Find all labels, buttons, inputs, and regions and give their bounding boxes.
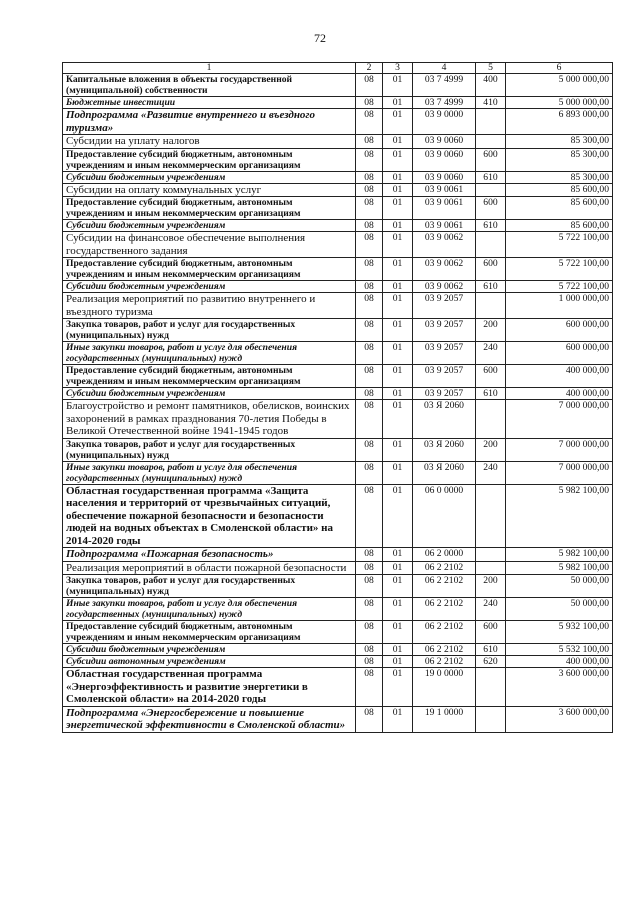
row-target-code: 06 2 2102 <box>413 621 476 644</box>
row-expense-type: 620 <box>476 656 506 668</box>
row-target-code: 03 9 2057 <box>413 365 476 388</box>
row-target-code: 19 1 0000 <box>413 706 476 732</box>
row-target-code: 03 9 0000 <box>413 109 476 135</box>
row-target-code: 03 9 2057 <box>413 342 476 365</box>
row-name: Закупка товаров, работ и услуг для государственных (муниципальных) нужд <box>63 575 356 598</box>
row-amount: 5 722 100,00 <box>506 232 613 258</box>
row-subsection: 01 <box>383 342 413 365</box>
table-row <box>63 342 613 365</box>
row-amount: 6 893 000,00 <box>506 109 613 135</box>
table-row <box>63 319 613 342</box>
row-name: Подпрограмма «Пожарная безопасность» <box>63 548 356 562</box>
row-expense-type: 600 <box>476 365 506 388</box>
row-name: Предоставление субсидий бюджетным, автономным учреждениям и иным некоммерческим организациям <box>63 365 356 388</box>
row-section: 08 <box>356 365 383 388</box>
row-name: Иные закупки товаров, работ и услуг для обеспечения государственных (муниципальных) нужд <box>63 598 356 621</box>
row-target-code: 06 2 2102 <box>413 561 476 575</box>
row-expense-type: 240 <box>476 598 506 621</box>
row-name: Областная государственная программа «Защита населения и территорий от чрезвычайных ситуаций, обеспечение пожарной безопасности и безопасности людей на водных объектах в Смоленской области» на 2014-2020 годы <box>63 484 356 548</box>
row-expense-type: 200 <box>476 438 506 461</box>
row-subsection: 01 <box>383 220 413 232</box>
row-expense-type: 200 <box>476 319 506 342</box>
row-subsection: 01 <box>383 706 413 732</box>
row-subsection: 01 <box>383 232 413 258</box>
row-expense-type: 600 <box>476 258 506 281</box>
row-subsection: 01 <box>383 598 413 621</box>
row-amount: 5 932 100,00 <box>506 621 613 644</box>
row-section: 08 <box>356 220 383 232</box>
row-amount: 400 000,00 <box>506 365 613 388</box>
row-name: Субсидии бюджетным учреждениям <box>63 388 356 400</box>
row-target-code: 03 9 2057 <box>413 319 476 342</box>
row-expense-type: 600 <box>476 197 506 220</box>
row-section: 08 <box>356 171 383 183</box>
row-target-code: 03 9 0060 <box>413 148 476 171</box>
row-section: 08 <box>356 74 383 97</box>
row-amount: 5 722 100,00 <box>506 258 613 281</box>
table-row <box>63 293 613 319</box>
table-row <box>63 74 613 97</box>
row-subsection: 01 <box>383 365 413 388</box>
row-subsection: 01 <box>383 668 413 707</box>
column-header-2: 2 <box>356 63 383 74</box>
row-amount: 5 982 100,00 <box>506 561 613 575</box>
row-subsection: 01 <box>383 388 413 400</box>
page-number: 72 <box>314 31 326 45</box>
row-amount: 600 000,00 <box>506 319 613 342</box>
row-subsection: 01 <box>383 258 413 281</box>
table-row <box>63 400 613 439</box>
row-expense-type: 610 <box>476 388 506 400</box>
row-section: 08 <box>356 484 383 548</box>
row-expense-type: 240 <box>476 461 506 484</box>
row-subsection: 01 <box>383 97 413 109</box>
row-name: Субсидии бюджетным учреждениям <box>63 220 356 232</box>
row-name: Закупка товаров, работ и услуг для государственных (муниципальных) нужд <box>63 438 356 461</box>
row-name: Предоставление субсидий бюджетным, автономным учреждениям и иным некоммерческим организациям <box>63 258 356 281</box>
row-expense-type <box>476 183 506 197</box>
row-section: 08 <box>356 97 383 109</box>
row-name: Предоставление субсидий бюджетным, автономным учреждениям и иным некоммерческим организациям <box>63 197 356 220</box>
row-name: Реализация мероприятий по развитию внутреннего и въездного туризма <box>63 293 356 319</box>
row-expense-type: 600 <box>476 148 506 171</box>
row-target-code: 03 7 4999 <box>413 74 476 97</box>
row-amount: 85 300,00 <box>506 171 613 183</box>
row-section: 08 <box>356 281 383 293</box>
row-section: 08 <box>356 561 383 575</box>
row-target-code: 06 2 2102 <box>413 644 476 656</box>
row-expense-type: 600 <box>476 621 506 644</box>
row-amount: 7 000 000,00 <box>506 438 613 461</box>
row-amount: 5 532 100,00 <box>506 644 613 656</box>
row-expense-type <box>476 293 506 319</box>
row-amount: 7 000 000,00 <box>506 400 613 439</box>
row-subsection: 01 <box>383 135 413 149</box>
row-expense-type: 240 <box>476 342 506 365</box>
row-expense-type: 410 <box>476 97 506 109</box>
row-amount: 5 982 100,00 <box>506 548 613 562</box>
row-name: Субсидии бюджетным учреждениям <box>63 171 356 183</box>
row-section: 08 <box>356 293 383 319</box>
row-amount: 1 000 000,00 <box>506 293 613 319</box>
row-subsection: 01 <box>383 548 413 562</box>
row-amount: 5 722 100,00 <box>506 281 613 293</box>
row-expense-type: 610 <box>476 281 506 293</box>
row-expense-type <box>476 135 506 149</box>
row-amount: 85 300,00 <box>506 135 613 149</box>
row-subsection: 01 <box>383 74 413 97</box>
row-name: Предоставление субсидий бюджетным, автономным учреждениям и иным некоммерческим организациям <box>63 621 356 644</box>
row-target-code: 03 Я 2060 <box>413 400 476 439</box>
row-subsection: 01 <box>383 400 413 439</box>
row-subsection: 01 <box>383 293 413 319</box>
row-section: 08 <box>356 400 383 439</box>
row-name: Реализация мероприятий в области пожарной безопасности <box>63 561 356 575</box>
row-target-code: 03 9 2057 <box>413 293 476 319</box>
row-section: 08 <box>356 109 383 135</box>
row-target-code: 03 9 2057 <box>413 388 476 400</box>
row-name: Субсидии на оплату коммунальных услуг <box>63 183 356 197</box>
table-row <box>63 258 613 281</box>
row-subsection: 01 <box>383 148 413 171</box>
row-name: Субсидии бюджетным учреждениям <box>63 281 356 293</box>
table-body <box>63 74 613 733</box>
column-number-row <box>63 63 613 74</box>
row-target-code: 06 2 0000 <box>413 548 476 562</box>
row-target-code: 03 9 0061 <box>413 183 476 197</box>
row-name: Субсидии бюджетным учреждениям <box>63 644 356 656</box>
table-row <box>63 706 613 732</box>
row-subsection: 01 <box>383 484 413 548</box>
row-expense-type <box>476 484 506 548</box>
row-amount: 50 000,00 <box>506 575 613 598</box>
row-subsection: 01 <box>383 438 413 461</box>
row-expense-type <box>476 232 506 258</box>
table-row <box>63 171 613 183</box>
row-target-code: 06 0 0000 <box>413 484 476 548</box>
row-target-code: 03 9 0061 <box>413 220 476 232</box>
row-subsection: 01 <box>383 109 413 135</box>
row-expense-type <box>476 400 506 439</box>
column-header-5: 5 <box>476 63 506 74</box>
table-row <box>63 197 613 220</box>
row-expense-type <box>476 561 506 575</box>
row-section: 08 <box>356 668 383 707</box>
row-section: 08 <box>356 342 383 365</box>
row-section: 08 <box>356 197 383 220</box>
row-amount: 400 000,00 <box>506 388 613 400</box>
row-name: Субсидии на уплату налогов <box>63 135 356 149</box>
row-target-code: 06 2 2102 <box>413 598 476 621</box>
table-row <box>63 561 613 575</box>
row-target-code: 03 9 0061 <box>413 197 476 220</box>
row-subsection: 01 <box>383 561 413 575</box>
row-section: 08 <box>356 183 383 197</box>
row-expense-type: 610 <box>476 644 506 656</box>
table-row <box>63 461 613 484</box>
row-subsection: 01 <box>383 197 413 220</box>
row-expense-type: 610 <box>476 171 506 183</box>
table-row <box>63 598 613 621</box>
row-subsection: 01 <box>383 644 413 656</box>
row-target-code: 03 9 0062 <box>413 281 476 293</box>
row-amount: 7 000 000,00 <box>506 461 613 484</box>
row-section: 08 <box>356 621 383 644</box>
row-subsection: 01 <box>383 281 413 293</box>
row-section: 08 <box>356 232 383 258</box>
table-row <box>63 644 613 656</box>
row-expense-type <box>476 706 506 732</box>
row-name: Подпрограмма «Энергосбережение и повышение энергетической эффективности в Смоленской области» <box>63 706 356 732</box>
row-amount: 85 600,00 <box>506 197 613 220</box>
column-header-1: 1 <box>63 63 356 74</box>
budget-table <box>62 62 613 733</box>
row-name: Подпрограмма «Развитие внутреннего и въездного туризма» <box>63 109 356 135</box>
table-row <box>63 109 613 135</box>
table-row <box>63 656 613 668</box>
row-amount: 400 000,00 <box>506 656 613 668</box>
table-row <box>63 575 613 598</box>
row-expense-type <box>476 109 506 135</box>
row-target-code: 03 9 0062 <box>413 232 476 258</box>
row-amount: 85 300,00 <box>506 148 613 171</box>
row-amount: 600 000,00 <box>506 342 613 365</box>
table-row <box>63 388 613 400</box>
row-name: Областная государственная программа «Энергоэффективность и развитие энергетики в Смоленской области» на 2014-2020 годы <box>63 668 356 707</box>
row-section: 08 <box>356 575 383 598</box>
row-target-code: 03 9 0062 <box>413 258 476 281</box>
row-name: Капитальные вложения в объекты государственной (муниципальной) собственности <box>63 74 356 97</box>
row-amount: 85 600,00 <box>506 183 613 197</box>
row-section: 08 <box>356 319 383 342</box>
row-subsection: 01 <box>383 575 413 598</box>
row-target-code: 19 0 0000 <box>413 668 476 707</box>
table-row <box>63 365 613 388</box>
row-name: Благоустройство и ремонт памятников, обелисков, воинских захоронений в рамках празднования 70-летия Победы в Великой Отечественной войне 1941-1945 годов <box>63 400 356 439</box>
row-section: 08 <box>356 644 383 656</box>
row-subsection: 01 <box>383 183 413 197</box>
row-name: Бюджетные инвестиции <box>63 97 356 109</box>
column-header-4: 4 <box>413 63 476 74</box>
row-target-code: 03 9 0060 <box>413 171 476 183</box>
column-header-6: 6 <box>506 63 613 74</box>
row-amount: 5 000 000,00 <box>506 74 613 97</box>
row-section: 08 <box>356 706 383 732</box>
row-section: 08 <box>356 148 383 171</box>
row-subsection: 01 <box>383 171 413 183</box>
row-section: 08 <box>356 438 383 461</box>
row-expense-type <box>476 548 506 562</box>
row-expense-type: 400 <box>476 74 506 97</box>
table-row <box>63 668 613 707</box>
row-subsection: 01 <box>383 656 413 668</box>
table-row <box>63 183 613 197</box>
table-row <box>63 232 613 258</box>
table-row <box>63 135 613 149</box>
row-name: Иные закупки товаров, работ и услуг для обеспечения государственных (муниципальных) нужд <box>63 342 356 365</box>
row-target-code: 03 Я 2060 <box>413 438 476 461</box>
row-subsection: 01 <box>383 621 413 644</box>
row-section: 08 <box>356 598 383 621</box>
row-amount: 3 600 000,00 <box>506 706 613 732</box>
row-section: 08 <box>356 656 383 668</box>
row-target-code: 03 Я 2060 <box>413 461 476 484</box>
row-expense-type: 200 <box>476 575 506 598</box>
row-target-code: 03 7 4999 <box>413 97 476 109</box>
row-amount: 5 000 000,00 <box>506 97 613 109</box>
table-row <box>63 484 613 548</box>
table-row <box>63 281 613 293</box>
row-target-code: 06 2 2102 <box>413 656 476 668</box>
row-section: 08 <box>356 548 383 562</box>
row-name: Иные закупки товаров, работ и услуг для обеспечения государственных (муниципальных) нужд <box>63 461 356 484</box>
row-name: Субсидии на финансовое обеспечение выполнения государственного задания <box>63 232 356 258</box>
table-row <box>63 97 613 109</box>
row-subsection: 01 <box>383 319 413 342</box>
row-subsection: 01 <box>383 461 413 484</box>
table-row <box>63 438 613 461</box>
row-expense-type <box>476 668 506 707</box>
row-target-code: 03 9 0060 <box>413 135 476 149</box>
row-name: Субсидии автономным учреждениям <box>63 656 356 668</box>
row-amount: 3 600 000,00 <box>506 668 613 707</box>
row-section: 08 <box>356 461 383 484</box>
row-expense-type: 610 <box>476 220 506 232</box>
table-row <box>63 621 613 644</box>
row-name: Предоставление субсидий бюджетным, автономным учреждениям и иным некоммерческим организациям <box>63 148 356 171</box>
row-section: 08 <box>356 135 383 149</box>
table-row <box>63 148 613 171</box>
table-row <box>63 220 613 232</box>
row-amount: 50 000,00 <box>506 598 613 621</box>
row-section: 08 <box>356 388 383 400</box>
row-amount: 85 600,00 <box>506 220 613 232</box>
table-row <box>63 548 613 562</box>
row-section: 08 <box>356 258 383 281</box>
row-amount: 5 982 100,00 <box>506 484 613 548</box>
row-name: Закупка товаров, работ и услуг для государственных (муниципальных) нужд <box>63 319 356 342</box>
row-target-code: 06 2 2102 <box>413 575 476 598</box>
column-header-3: 3 <box>383 63 413 74</box>
